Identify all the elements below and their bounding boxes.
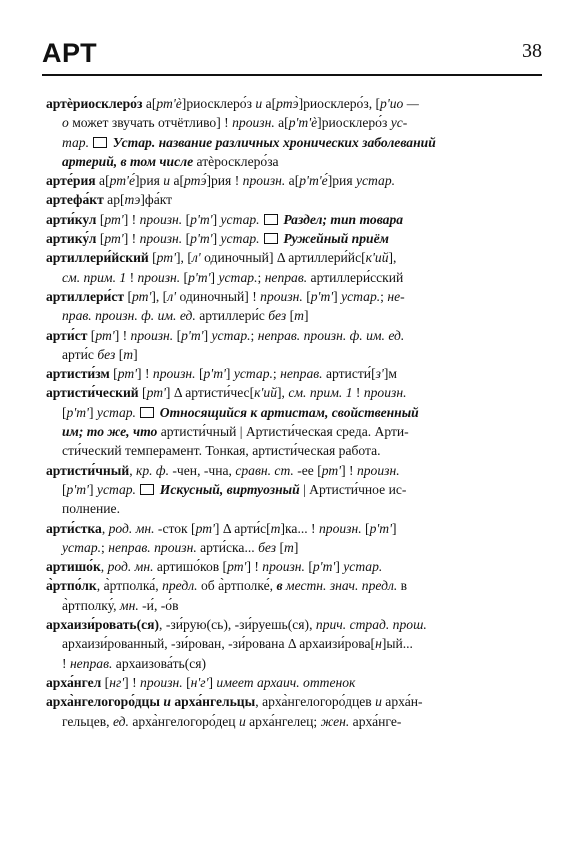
dictionary-entry: [46, 210, 540, 229]
definition-box-icon: [264, 233, 278, 244]
entry-line: арти́ст [рт'] ! произн. [р'т'] устар.; неправ. произн. ф. им. ед.: [46, 327, 405, 343]
entry-line: артисти́зм [рт'] ! произн. [р'т'] устар.; неправ. артисти́[з']м: [46, 366, 397, 382]
running-head-title: АРТ: [42, 38, 98, 68]
entry-line: устар.; неправ. произн. арти́ска... без [т]: [62, 539, 299, 555]
entry-line: а̀ртпо́лк, а̀ртполка́, предл. об а̀ртполке́, в местн. знач. предл. в: [46, 578, 408, 594]
definition-box-icon: [140, 407, 154, 418]
entry-line: прав. произн. ф. им. ед. артиллери́с без [т]: [62, 308, 309, 324]
dictionary-entries: [46, 94, 540, 731]
dictionary-entry: [46, 673, 540, 692]
entry-line: артефа́кт ар[тэ]фа́кт: [46, 192, 173, 208]
entry-line: см. прим. 1 ! произн. [р'т'] устар.; неправ. артиллери́сский: [62, 269, 404, 285]
entry-line: им; то же, что артисти́чный | Артисти́ческая среда. Арти-: [62, 424, 409, 440]
entry-line: арха́нгел [нг'] ! произн. [н'г'] имеет архаич. оттенок: [46, 674, 356, 690]
dictionary-entry: [46, 364, 540, 383]
dictionary-entry: [46, 461, 540, 519]
dictionary-entry: [46, 229, 540, 248]
dictionary-entry: [46, 190, 540, 209]
entry-line: арти́с без [т]: [62, 346, 138, 362]
entry-line: сти́ческий темперамент. Тонкая, артисти́ческая работа.: [62, 443, 381, 459]
entry-line: тар. Устар. название различных хронических заболеваний: [62, 134, 436, 150]
entry-line: гельцев, ед. арха̀нгелогоро́дец и арха́нгелец; жен. арха́нге-: [62, 713, 402, 729]
running-head: [42, 38, 542, 72]
dictionary-entry: [46, 692, 540, 731]
entry-line: артерий, в том числе атѐросклеро́за: [62, 153, 279, 169]
entry-line: ! неправ. архаизова́ть(ся): [62, 655, 207, 671]
header-rule: [42, 74, 542, 76]
dictionary-entry: [46, 383, 540, 460]
dictionary-entry: [46, 615, 540, 673]
dictionary-entry: [46, 326, 540, 365]
entry-line: артиллери́ст [рт'], [л' одиночный] ! произн. [р'т'] устар.; не-: [46, 288, 405, 304]
dictionary-entry: [46, 287, 540, 326]
entry-line: архаизи́рованный, -зи́рован, -зи́рована Δ архаизи́рова[н]ый...: [62, 636, 413, 652]
dictionary-entry: [46, 557, 540, 576]
entry-line: артѐриосклеро́з а[рт'ѐ]риосклеро́з и а[ртэ̀]риосклеро́з, [р'ио —: [46, 96, 419, 111]
entry-line: [р'т'] устар. Относящийся к артистам, свойственный: [62, 404, 419, 420]
entry-line: арха̀нгелогоро́дцы и арха́нгельцы, арха̀нгелогоро́дцев и арха́н-: [46, 694, 423, 710]
entry-line: архаизи́ровать(ся), -зи́рую(сь), -зи́руешь(ся), прич. страд. прош.: [46, 617, 427, 633]
definition-box-icon: [93, 137, 107, 148]
page-number: 38: [522, 40, 542, 62]
entry-line: а̀ртполку́, мн. -и́, -о́в: [62, 597, 179, 613]
entry-line: артисти́чный, кр. ф. -чен, -чна, сравн. ст. -ее [рт'] ! произн.: [46, 462, 400, 478]
entry-line: артиллери́йский [рт'], [л' одиночный] Δ артиллери́йс[к'ий],: [46, 250, 397, 266]
entry-line: о может звучать отчётливо] ! произн. а[р'т'ѐ]риосклеро́з ус-: [62, 115, 408, 131]
definition-box-icon: [140, 484, 154, 495]
entry-line: артику́л [рт'] ! произн. [р'т'] устар. Ружейный приём: [46, 231, 389, 247]
entry-line: арти́кул [рт'] ! произн. [р'т'] устар. Раздел; тип товара: [46, 211, 404, 227]
entry-line: [р'т'] устар. Искусный, виртуозный | Артисти́чное ис-: [62, 481, 407, 497]
entry-line: артисти́ческий [рт'] Δ артисти́чес[к'ий], см. прим. 1 ! произн.: [46, 385, 407, 401]
dictionary-entry: [46, 519, 540, 558]
entry-line: полнение.: [62, 501, 120, 517]
dictionary-entry: [46, 248, 540, 287]
definition-box-icon: [264, 214, 278, 225]
dictionary-entry: [46, 94, 540, 171]
dictionary-entry: [46, 576, 540, 615]
entry-line: артишо́к, род. мн. артишо́ков [рт'] ! произн. [р'т'] устар.: [46, 559, 383, 575]
entry-line: арте́рия а[рт'е́]рия и а[ртэ́]рия ! произн. а[р'т'е́]рия устар.: [46, 173, 396, 189]
entry-line: арти́стка, род. мн. -сток [рт'] Δ арти́с[т]ка... ! произн. [р'т']: [46, 520, 397, 536]
dictionary-entry: [46, 171, 540, 190]
